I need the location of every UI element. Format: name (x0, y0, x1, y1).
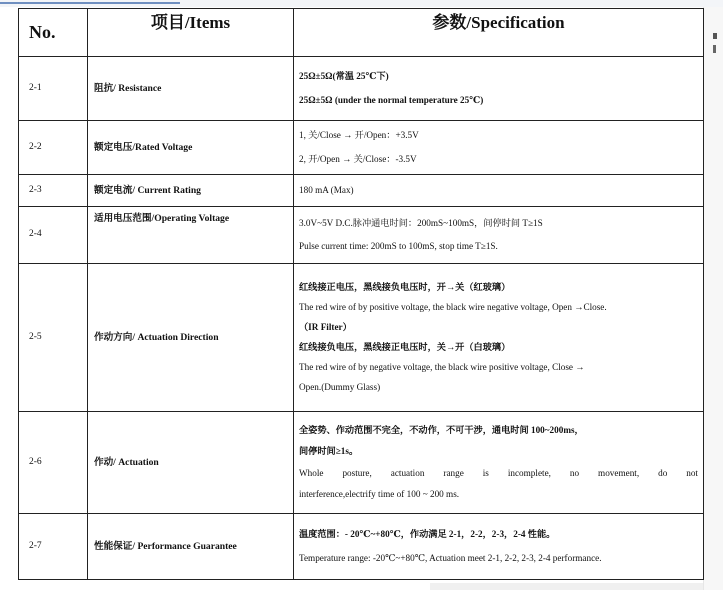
row-item: 额定电压/Rated Voltage (88, 121, 294, 175)
row-item: 性能保证/ Performance Guarantee (88, 514, 294, 580)
edge-marker (713, 33, 717, 39)
spec-line: The red wire of by negative voltage, the black wire positive voltage, Close → (299, 362, 585, 373)
spec-line: 红线接负电压，黑线接正电压时，关→开（白玻璃） (299, 342, 511, 352)
row-item: 适用电压范围/Operating Voltage (88, 207, 294, 264)
row-number: 2-2 (19, 121, 88, 175)
row-spec (294, 264, 704, 412)
header-items: 项目/Items (88, 9, 294, 57)
header-no: No. (19, 9, 88, 57)
row-item: 额定电流/ Current Rating (88, 175, 294, 207)
spec-line: interference,electrify time of 100 ~ 200 ms. (299, 488, 460, 499)
spec-line: 全姿势、作动范围不完全，不动作，不可干涉，通电时间 100~200ms， (299, 425, 584, 436)
spec-line: 180 mA (Max) (299, 184, 354, 195)
row-number: 2-4 (19, 207, 88, 264)
row-spec (294, 57, 704, 121)
row-spec (294, 412, 704, 514)
table-row (19, 264, 704, 412)
spec-line: Open.(Dummy Glass) (299, 382, 381, 393)
viewer-bottom-strip (430, 583, 703, 590)
table-row (19, 121, 704, 175)
spec-document (18, 8, 703, 583)
spec-line: 2, 开/Open → 关/Close：-3.5V (299, 153, 417, 164)
spec-line: （IR Filter） (299, 321, 352, 332)
spec-line: 间停时间≥1s。 (299, 446, 359, 457)
table-row (19, 514, 704, 580)
header-specification: 参数/Specification (294, 9, 704, 57)
table-row (19, 207, 704, 264)
spec-line: Temperature range: -20℃~+80℃, Actuation meet 2-1, 2-2, 2-3, 2-4 performance. (299, 552, 602, 563)
table-row (19, 57, 704, 121)
spec-line: 1, 关/Close → 开/Open：+3.5V (299, 130, 419, 141)
row-number: 2-7 (19, 514, 88, 580)
table-row (19, 175, 704, 207)
spec-table (18, 8, 704, 580)
row-item: 阻抗/ Resistance (88, 57, 294, 121)
spec-line: Pulse current time: 200mS to 100mS, stop time T≥1S. (299, 241, 498, 251)
row-item: 作动/ Actuation (88, 412, 294, 514)
table-row (19, 412, 704, 514)
table-header-row (19, 9, 704, 57)
edge-marker (713, 45, 716, 53)
row-number: 2-6 (19, 412, 88, 514)
row-item: 作动方向/ Actuation Direction (88, 264, 294, 412)
spec-line: 红线接正电压，黑线接负电压时，开→关（红玻璃） (299, 281, 511, 292)
spec-line: The red wire of by positive voltage, the black wire negative voltage, Open →Close. (299, 301, 607, 312)
viewer-top-accent (0, 2, 180, 4)
spec-line: 温度范围：- 20℃~+80℃，作动满足 2-1，2-2，2-3，2-4 性能。 (299, 529, 556, 540)
spec-line: 25Ω±5Ω (under the normal temperature 25℃) (299, 94, 484, 105)
viewer-top-bar (0, 0, 723, 7)
row-number: 2-5 (19, 264, 88, 412)
row-number: 2-3 (19, 175, 88, 207)
row-spec (294, 514, 704, 580)
viewer-right-edge (703, 7, 723, 590)
row-spec (294, 175, 704, 207)
spec-line: 25Ω±5Ω(常温 25℃下) (299, 71, 389, 82)
row-spec (294, 121, 704, 175)
row-number: 2-1 (19, 57, 88, 121)
spec-line: Whole posture, actuation range is incomplete, no movement, do not (299, 467, 698, 478)
spec-line: 3.0V~5V D.C.脉冲通电时间：200mS~100mS，间停时间 T≥1S (299, 217, 543, 228)
row-spec (294, 207, 704, 264)
